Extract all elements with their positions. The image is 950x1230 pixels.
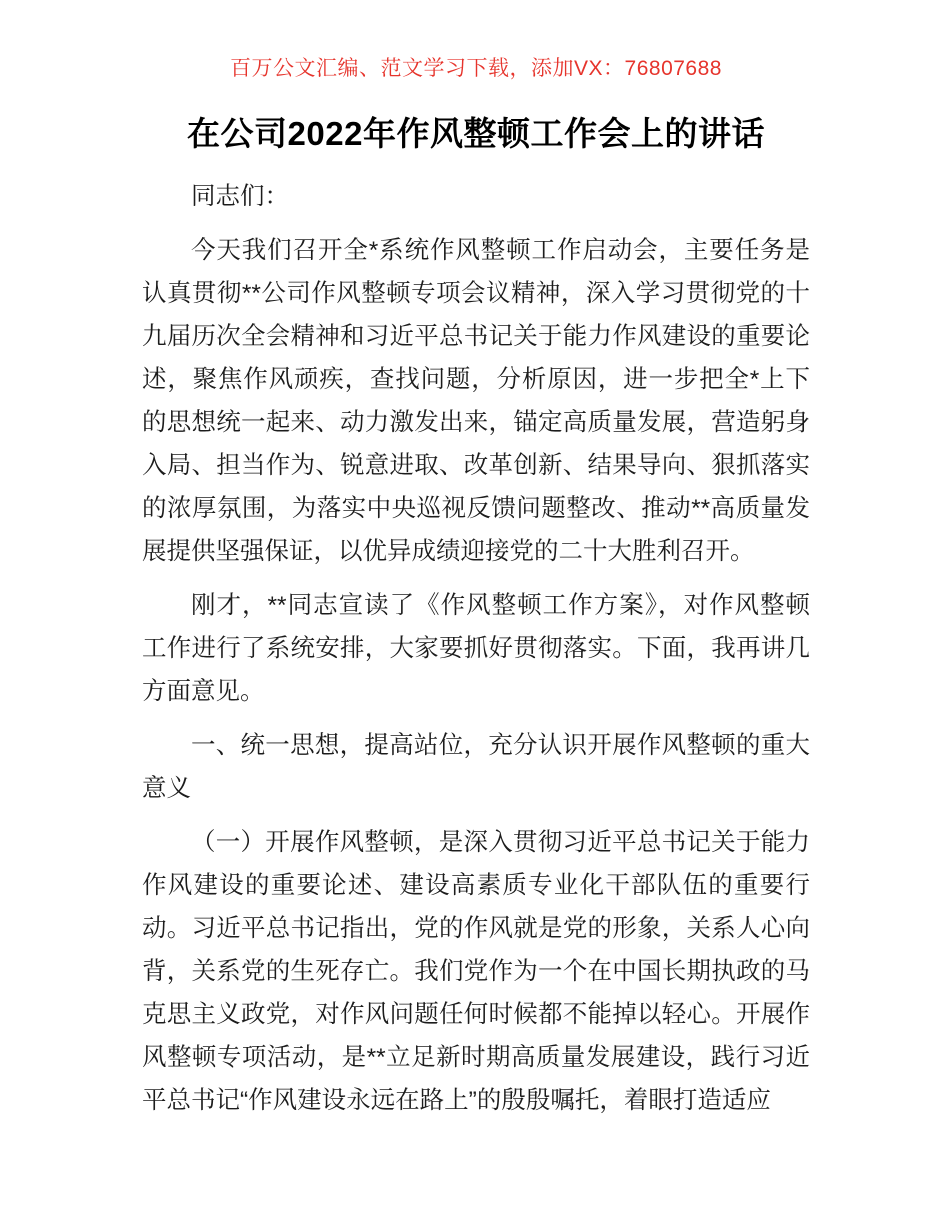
- paragraph-body: （一）开展作风整顿，是深入贯彻习近平总书记关于能力作风建设的重要论述、建设高素质专业化干部队伍的重要行动。习近平总书记指出，党的作风就是党的形象，关系人心向背，关系党的生死存亡。我们党作为一个在中国长期执政的马克思主义政党，对作风问题任何时候都不能掉以轻心。开展作风整顿专项活动，是**立足新时期高质量发展建设，践行习近平总书记“作风建设永远在路上”的殷殷嘱托，着眼打造适应: [142, 829, 810, 1114]
- watermark-notice: 百万公文汇编、范文学习下载，添加VX：76807688: [230, 57, 722, 80]
- document-title: 在公司2022年作风整顿工作会上的讲话: [187, 115, 765, 152]
- paragraph-body: 刚才，**同志宣读了《作风整顿工作方案》，对作风整顿工作进行了系统安排，大家要抓好贯彻落实。下面，我再讲几方面意见。: [142, 592, 810, 705]
- document-body: [142, 175, 810, 1122]
- paragraph-body: 今天我们召开全*系统作风整顿工作启动会，主要任务是认真贯彻**公司作风整顿专项会议精神，深入学习贯彻党的十九届历次全会精神和习近平总书记关于能力作风建设的重要论述，聚焦作风顽疾，查找问题，分析原因，进一步把全*上下的思想统一起来、动力激发出来，锚定高质量发展，营造躬身入局、担当作为、锐意进取、改革创新、结果导向、狠抓落实的浓厚氛围，为落实中央巡视反馈问题整改、推动**高质量发展提供坚强保证，以优异成绩迎接党的二十大胜利召开。: [142, 237, 810, 565]
- paragraph-heading: 一、统一思想，提高站位，充分认识开展作风整顿的重大意义: [142, 732, 810, 802]
- paragraph-salutation: 同志们：: [191, 183, 289, 210]
